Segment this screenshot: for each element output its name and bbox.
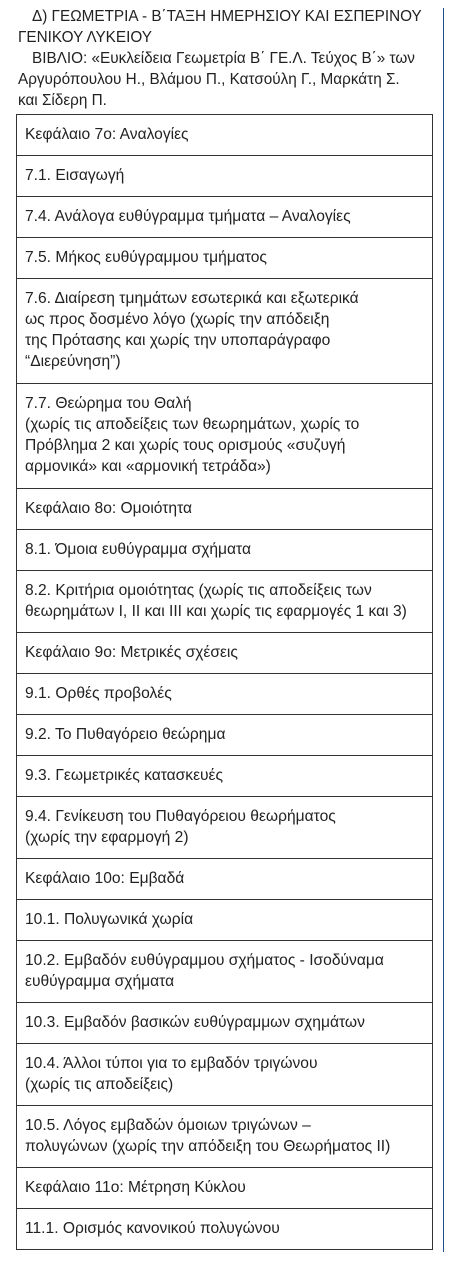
row-text: 10.5. Λόγος εμβαδών όμοιων τριγώνων – (25, 1117, 311, 1134)
row-text: Κεφάλαιο 9ο: Μετρικές σχέσεις (25, 644, 238, 661)
row-text: 11.1. Ορισμός κανονικού πολυγώνου (25, 1220, 280, 1237)
row-text: “Διερεύνηση”) (25, 353, 121, 370)
row-text: 7.4. Ανάλογα ευθύγραμμα τμήματα – Αναλογίες (25, 208, 351, 225)
table-row (16, 571, 433, 633)
row-text: (χωρίς τις αποδείξεις) (25, 1076, 174, 1093)
row-text: ευθύγραμμα σχήματα (25, 973, 175, 990)
table-row (16, 384, 433, 489)
table-row (16, 197, 433, 238)
row-text: 10.3. Εμβαδόν βασικών ευθύγραμμων σχημάτων (25, 1014, 365, 1031)
row-text: (χωρίς την εφαρμογή 2) (25, 829, 189, 846)
row-text: 9.2. Το Πυθαγόρειο θεώρημα (25, 726, 226, 743)
table-row (16, 797, 433, 859)
table-row (16, 900, 433, 941)
row-text: πολυγώνων (χωρίς την απόδειξη του Θεωρήματος ΙΙ) (25, 1138, 391, 1155)
header-title-continued: ΓΕΝΙΚΟΥ ΛΥΚΕΙΟΥ (18, 29, 152, 46)
table-row (16, 633, 433, 674)
row-text: 7.5. Μήκος ευθύγραμμου τμήματος (25, 249, 267, 266)
table-row (16, 530, 433, 571)
syllabus-table (16, 114, 433, 1250)
row-text: Πρόβλημα 2 και χωρίς τους ορισμούς «συζυγή (25, 437, 346, 454)
row-text: Κεφάλαιο 11ο: Μέτρηση Κύκλου (25, 1179, 246, 1196)
table-row (16, 238, 433, 279)
header-authors: Αργυρόπουλου Η., Βλάμου Π., Κατσούλη Γ., Μαρκάτη Σ. (18, 71, 400, 88)
row-text: Κεφάλαιο 8ο: Ομοιότητα (25, 500, 193, 517)
table-row (16, 859, 433, 900)
row-text: (χωρίς τις αποδείξεις των θεωρημάτων, χωρίς το (25, 416, 360, 433)
table-row (16, 156, 433, 197)
table-row (16, 1168, 433, 1209)
table-row (16, 1209, 433, 1250)
row-text: 10.4. Άλλοι τύποι για το εμβαδόν τριγώνου (25, 1055, 318, 1072)
header-book: ΒΙΒΛΙΟ: «Ευκλείδεια Γεωμετρία Β΄ ΓΕ.Λ. Τεύχος Β΄» των (32, 50, 415, 67)
row-text: 9.3. Γεωμετρικές κατασκευές (25, 767, 224, 784)
document-header (18, 6, 438, 111)
header-title: Δ) ΓΕΩΜΕΤΡΙΑ - Β΄ΤΑΞΗ ΗΜΕΡΗΣΙΟΥ ΚΑΙ ΕΣΠΕΡΙΝΟΥ (32, 8, 422, 25)
row-text: 10.1. Πολυγωνικά χωρία (25, 911, 194, 928)
header-authors-continued: και Σίδερη Π. (18, 92, 107, 109)
table-row (16, 489, 433, 530)
row-text: της Πρότασης και χωρίς την υποπαράγραφο (25, 332, 331, 349)
row-text: 8.2. Κριτήρια ομοιότητας (χωρίς τις αποδείξεις των (25, 582, 372, 599)
row-text: Κεφάλαιο 7ο: Αναλογίες (25, 126, 189, 143)
table-row (16, 115, 433, 156)
row-text: αρμονικά» και «αρμονική τετράδα») (25, 458, 271, 475)
row-text: 7.1. Εισαγωγή (25, 167, 125, 184)
row-text: ως προς δοσμένο λόγο (χωρίς την απόδειξη (25, 311, 330, 328)
row-text: 10.2. Εμβαδόν ευθύγραμμου σχήματος - Ισοδύναμα (25, 952, 384, 969)
row-text: 7.7. Θεώρημα του Θαλή (25, 395, 192, 412)
table-row (16, 279, 433, 384)
table-row (16, 756, 433, 797)
table-row (16, 715, 433, 756)
table-row (16, 1106, 433, 1168)
table-row (16, 674, 433, 715)
row-text: Κεφάλαιο 10ο: Εμβαδά (25, 870, 185, 887)
table-row (16, 1044, 433, 1106)
row-text: 8.1. Όμοια ευθύγραμμα σχήματα (25, 541, 252, 558)
row-text: θεωρημάτων Ι, ΙΙ και ΙΙΙ και χωρίς τις εφαρμογές 1 και 3) (25, 603, 407, 620)
table-row (16, 1003, 433, 1044)
row-text: 9.1. Ορθές προβολές (25, 685, 172, 702)
table-row (16, 941, 433, 1003)
row-text: 7.6. Διαίρεση τμημάτων εσωτερικά και εξωτερικά (25, 290, 359, 307)
row-text: 9.4. Γενίκευση του Πυθαγόρειου θεωρήματος (25, 808, 336, 825)
right-margin-rule (443, 8, 444, 1252)
